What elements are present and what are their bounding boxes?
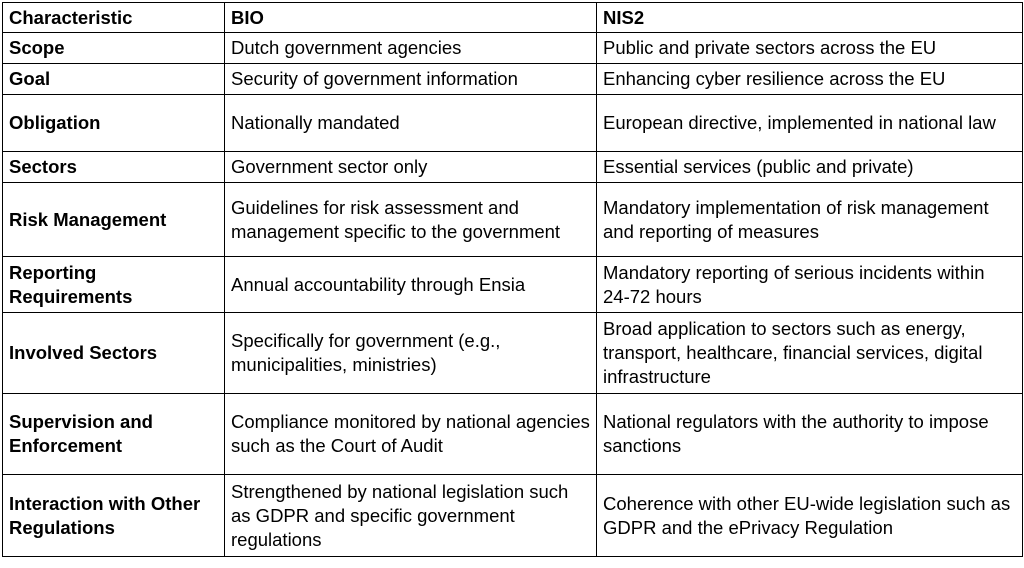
table-row bbox=[3, 257, 1023, 313]
table-row bbox=[3, 183, 1023, 257]
row-nis2-cell: Mandatory reporting of serious incidents within 24-72 hours bbox=[597, 257, 1023, 313]
table-row bbox=[3, 64, 1023, 95]
row-nis2-cell: Coherence with other EU-wide legislation such as GDPR and the ePrivacy Regulation bbox=[597, 475, 1023, 557]
row-characteristic: Supervision and Enforcement bbox=[3, 394, 225, 475]
table-row bbox=[3, 33, 1023, 64]
row-bio-cell: Security of government information bbox=[225, 64, 597, 95]
row-bio-cell: Annual accountability through Ensia bbox=[225, 257, 597, 313]
row-characteristic: Goal bbox=[3, 64, 225, 95]
row-nis2-cell: Enhancing cyber resilience across the EU bbox=[597, 64, 1023, 95]
row-bio-cell: Strengthened by national legislation such as GDPR and specific government regulations bbox=[225, 475, 597, 557]
row-characteristic: Involved Sectors bbox=[3, 313, 225, 394]
table-row bbox=[3, 313, 1023, 394]
row-nis2-cell: Essential services (public and private) bbox=[597, 152, 1023, 183]
row-bio-cell: Dutch government agencies bbox=[225, 33, 597, 64]
row-nis2-cell: Public and private sectors across the EU bbox=[597, 33, 1023, 64]
table-row bbox=[3, 152, 1023, 183]
header-row bbox=[3, 3, 1023, 33]
row-characteristic: Interaction with Other Regulations bbox=[3, 475, 225, 557]
row-bio-cell: Government sector only bbox=[225, 152, 597, 183]
row-characteristic: Risk Management bbox=[3, 183, 225, 257]
table-row bbox=[3, 475, 1023, 557]
comparison-table bbox=[2, 2, 1023, 557]
row-nis2-cell: Broad application to sectors such as energy, transport, healthcare, financial services, digital infrastructure bbox=[597, 313, 1023, 394]
row-characteristic: Sectors bbox=[3, 152, 225, 183]
header-bio: BIO bbox=[225, 3, 597, 33]
row-nis2-cell: National regulators with the authority to impose sanctions bbox=[597, 394, 1023, 475]
row-characteristic: Obligation bbox=[3, 95, 225, 152]
row-bio-cell: Specifically for government (e.g., municipalities, ministries) bbox=[225, 313, 597, 394]
row-bio-cell: Compliance monitored by national agencies such as the Court of Audit bbox=[225, 394, 597, 475]
header-nis2: NIS2 bbox=[597, 3, 1023, 33]
row-characteristic: Reporting Requirements bbox=[3, 257, 225, 313]
table-row bbox=[3, 394, 1023, 475]
row-bio-cell: Nationally mandated bbox=[225, 95, 597, 152]
row-bio-cell: Guidelines for risk assessment and management specific to the government bbox=[225, 183, 597, 257]
header-characteristic: Characteristic bbox=[3, 3, 225, 33]
row-characteristic: Scope bbox=[3, 33, 225, 64]
row-nis2-cell: Mandatory implementation of risk management and reporting of measures bbox=[597, 183, 1023, 257]
row-nis2-cell: European directive, implemented in national law bbox=[597, 95, 1023, 152]
table-row bbox=[3, 95, 1023, 152]
